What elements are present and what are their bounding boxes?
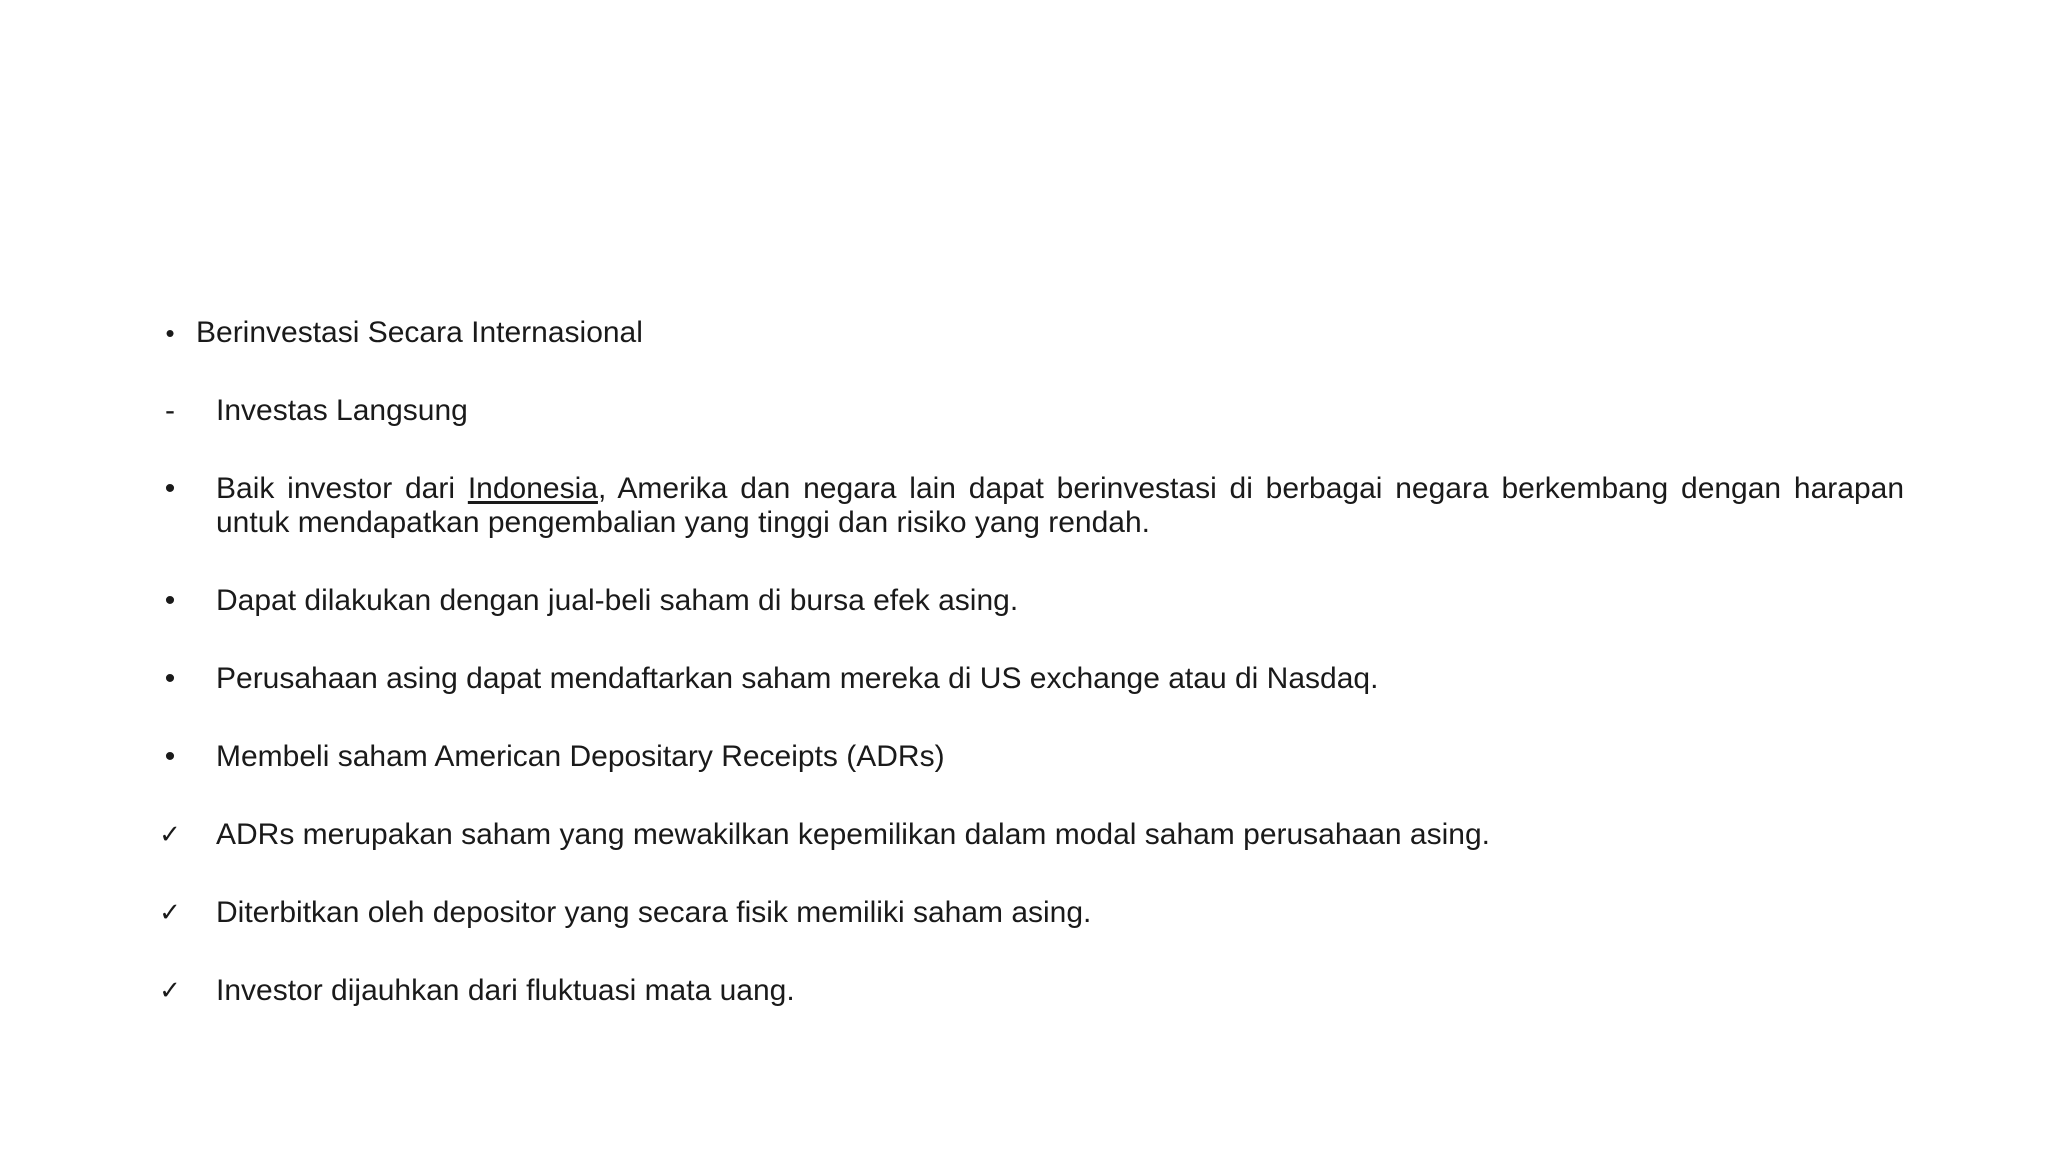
checkmark-icon: ✓ [159, 820, 181, 850]
list-item-text: Berinvestasi Secara Internasional [196, 316, 643, 349]
list-item-text: Perusahaan asing dapat mendaftarkan saham mereka di US exchange atau di Nasdaq. [216, 662, 1379, 695]
list-item-text: Membeli saham American Depositary Receipts (ADRs) [216, 740, 945, 773]
text-segment: Baik investor dari [216, 472, 468, 505]
bullet-marker: • [164, 662, 176, 695]
list-item-text [216, 472, 1904, 540]
list-item-text: Investas Langsung [216, 394, 468, 427]
indonesia-link[interactable]: Indonesia [467, 472, 598, 505]
dash-marker: - [165, 394, 175, 427]
bullet-marker: • [164, 472, 176, 505]
list-item-text: Diterbitkan oleh depositor yang secara fisik memiliki saham asing. [216, 896, 1092, 929]
bullet-marker: • [164, 740, 176, 773]
list-item-text: ADRs merupakan saham yang mewakilkan kepemilikan dalam modal saham perusahaan asing. [216, 818, 1490, 851]
checkmark-icon: ✓ [159, 898, 181, 928]
bullet-marker: • [164, 584, 176, 617]
bullet-marker: • [165, 318, 175, 348]
checkmark-icon: ✓ [159, 976, 181, 1006]
list-item-text: Investor dijauhkan dari fluktuasi mata uang. [216, 974, 795, 1007]
text-segment: , Amerika dan negara lain dapat berinvestasi di berbagai negara berkembang dengan harapan untuk mendapatkan pengembalian yang tinggi dan risiko yang rendah. [216, 472, 1905, 539]
list-item-text: Dapat dilakukan dengan jual-beli saham di bursa efek asing. [216, 584, 1019, 617]
